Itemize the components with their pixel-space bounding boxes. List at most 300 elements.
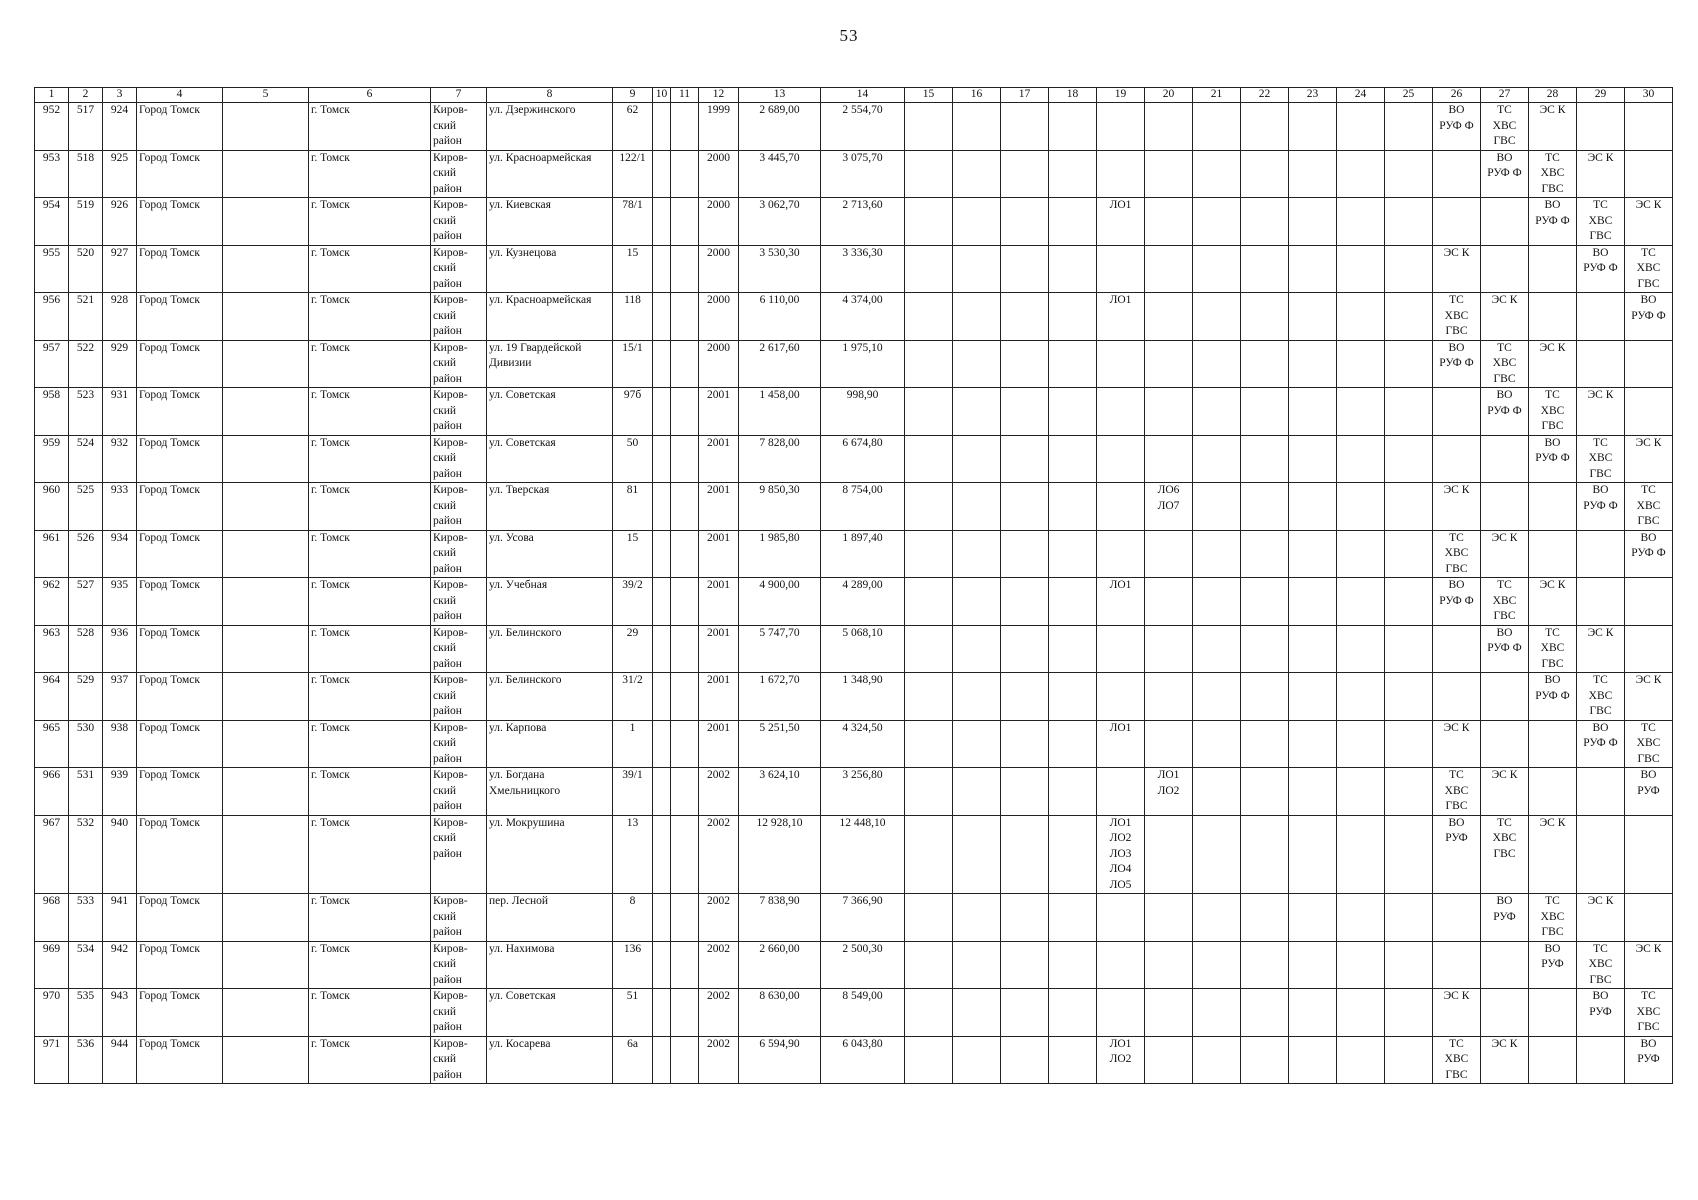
cell-col-17 — [1001, 989, 1049, 1037]
cell-col-28 — [1529, 673, 1577, 721]
cell-col-8 — [487, 815, 613, 894]
cell-col-11 — [671, 894, 699, 942]
cell-col-5 — [223, 941, 309, 989]
cell-col-18 — [1049, 103, 1097, 151]
cell-col-7 — [431, 293, 487, 341]
cell-col-25 — [1385, 530, 1433, 578]
cell-col-29 — [1577, 103, 1625, 151]
cell-col-6: г. Томск — [309, 673, 431, 721]
cell-col-15 — [905, 483, 953, 531]
cell-col-22 — [1241, 103, 1289, 151]
cell-col-23 — [1289, 483, 1337, 531]
cell-col-7 — [431, 815, 487, 894]
cell-line: ТС — [1641, 721, 1656, 734]
cell-col-29 — [1577, 530, 1625, 578]
cell-col-13: 2 617,60 — [739, 340, 821, 388]
cell-col-16 — [953, 198, 1001, 246]
cell-line: ГВС — [1493, 847, 1516, 860]
cell-col-13: 3 530,30 — [739, 245, 821, 293]
cell-col-1: 970 — [35, 989, 69, 1037]
cell-col-3: 942 — [103, 941, 137, 989]
cell-col-12: 2002 — [699, 768, 739, 816]
table-row — [35, 578, 1673, 626]
cell-col-1: 955 — [35, 245, 69, 293]
cell-col-20 — [1145, 483, 1193, 531]
cell-col-12: 2002 — [699, 1036, 739, 1084]
cell-col-7 — [431, 768, 487, 816]
cell-col-15 — [905, 768, 953, 816]
cell-col-6: г. Томск — [309, 293, 431, 341]
cell-col-27 — [1481, 625, 1529, 673]
cell-col-20 — [1145, 815, 1193, 894]
cell-col-26 — [1433, 989, 1481, 1037]
cell-col-14: 2 713,60 — [821, 198, 905, 246]
cell-col-12: 2001 — [699, 673, 739, 721]
column-header-9: 9 — [613, 88, 653, 103]
cell-col-24 — [1337, 198, 1385, 246]
cell-col-4: Город Томск — [137, 293, 223, 341]
cell-col-27 — [1481, 103, 1529, 151]
cell-col-7 — [431, 625, 487, 673]
cell-col-29 — [1577, 768, 1625, 816]
cell-col-20 — [1145, 1036, 1193, 1084]
cell-col-23 — [1289, 388, 1337, 436]
cell-col-3: 931 — [103, 388, 137, 436]
cell-col-18 — [1049, 198, 1097, 246]
table-row — [35, 435, 1673, 483]
table-row — [35, 1036, 1673, 1084]
cell-col-3: 943 — [103, 989, 137, 1037]
cell-col-18 — [1049, 388, 1097, 436]
cell-line: ул. Советская — [489, 436, 556, 449]
cell-line: ЭС К — [1635, 942, 1662, 955]
cell-col-18 — [1049, 340, 1097, 388]
cell-col-2: 536 — [69, 1036, 103, 1084]
cell-col-25 — [1385, 435, 1433, 483]
cell-col-29 — [1577, 815, 1625, 894]
column-header-18: 18 — [1049, 88, 1097, 103]
cell-line: ХВС — [1636, 499, 1661, 512]
cell-line: ТС — [1449, 294, 1464, 306]
cell-line: РУФ Ф — [1535, 452, 1570, 464]
column-header-29: 29 — [1577, 88, 1625, 103]
cell-col-25 — [1385, 1036, 1433, 1084]
cell-line: ХВС — [1636, 1005, 1661, 1018]
cell-col-25 — [1385, 941, 1433, 989]
cell-col-30 — [1625, 894, 1673, 942]
cell-line: ЛО5 — [1109, 878, 1132, 891]
cell-col-10 — [653, 198, 671, 246]
cell-line: Киров- — [433, 294, 468, 306]
cell-col-25 — [1385, 673, 1433, 721]
cell-line: ХВС — [1588, 214, 1613, 227]
cell-col-14: 5 068,10 — [821, 625, 905, 673]
cell-line: ГВС — [1541, 657, 1564, 670]
cell-line: район — [433, 847, 462, 860]
cell-col-23 — [1289, 894, 1337, 942]
cell-line: ХВС — [1636, 737, 1661, 749]
cell-line: РУФ Ф — [1439, 119, 1474, 132]
cell-col-26 — [1433, 198, 1481, 246]
cell-col-13: 2 689,00 — [739, 103, 821, 151]
cell-line: РУФ Ф — [1535, 689, 1570, 702]
column-header-25: 25 — [1385, 88, 1433, 103]
cell-col-9: 97б — [613, 388, 653, 436]
cell-col-9: 1 — [613, 720, 653, 768]
cell-line: Киров- — [433, 151, 468, 164]
cell-col-16 — [953, 530, 1001, 578]
cell-col-11 — [671, 293, 699, 341]
cell-col-24 — [1337, 815, 1385, 894]
cell-col-17 — [1001, 673, 1049, 721]
cell-col-29 — [1577, 941, 1625, 989]
cell-line: район — [433, 1068, 462, 1081]
cell-line: ский — [433, 214, 456, 227]
cell-col-15 — [905, 245, 953, 293]
cell-line: РУФ — [1637, 1053, 1660, 1065]
column-header-11: 11 — [671, 88, 699, 103]
cell-col-9: 51 — [613, 989, 653, 1037]
cell-line: ГВС — [1541, 926, 1564, 938]
cell-col-29 — [1577, 720, 1625, 768]
cell-col-14: 1 975,10 — [821, 340, 905, 388]
cell-col-8 — [487, 578, 613, 626]
cell-col-20 — [1145, 388, 1193, 436]
cell-col-30 — [1625, 989, 1673, 1037]
cell-col-6: г. Томск — [309, 894, 431, 942]
cell-line: ХВС — [1492, 594, 1517, 607]
cell-col-27 — [1481, 941, 1529, 989]
cell-line: ВО — [1544, 436, 1561, 449]
cell-col-7 — [431, 103, 487, 151]
cell-col-15 — [905, 720, 953, 768]
cell-line: ГВС — [1589, 705, 1612, 717]
cell-col-1: 967 — [35, 815, 69, 894]
cell-col-11 — [671, 103, 699, 151]
cell-line: ВО — [1496, 151, 1513, 164]
cell-col-8 — [487, 989, 613, 1037]
cell-col-12: 2001 — [699, 388, 739, 436]
cell-col-8 — [487, 625, 613, 673]
cell-line: ул. Белинского — [489, 674, 562, 686]
cell-col-16 — [953, 894, 1001, 942]
cell-col-29 — [1577, 483, 1625, 531]
cell-col-18 — [1049, 768, 1097, 816]
cell-col-1: 958 — [35, 388, 69, 436]
cell-line: ЛО1 — [1157, 769, 1180, 781]
cell-col-28 — [1529, 483, 1577, 531]
cell-col-28 — [1529, 103, 1577, 151]
cell-col-17 — [1001, 103, 1049, 151]
cell-col-29 — [1577, 293, 1625, 341]
cell-line: ЛО2 — [1109, 1053, 1132, 1065]
cell-line: ТС — [1545, 626, 1560, 639]
cell-col-13: 5 747,70 — [739, 625, 821, 673]
cell-col-15 — [905, 198, 953, 246]
cell-col-18 — [1049, 941, 1097, 989]
cell-line: пер. Лесной — [489, 895, 549, 907]
cell-col-30 — [1625, 340, 1673, 388]
cell-col-22 — [1241, 673, 1289, 721]
cell-col-9: 50 — [613, 435, 653, 483]
cell-col-27 — [1481, 673, 1529, 721]
cell-col-25 — [1385, 894, 1433, 942]
cell-line: ХВС — [1540, 404, 1565, 417]
cell-col-6: г. Томск — [309, 198, 431, 246]
cell-col-3: 928 — [103, 293, 137, 341]
table-row — [35, 768, 1673, 816]
cell-line: ЭС К — [1491, 531, 1518, 544]
cell-col-8 — [487, 435, 613, 483]
cell-line: ул. Тверская — [489, 484, 550, 496]
cell-col-14: 8 549,00 — [821, 989, 905, 1037]
cell-col-9: 39/1 — [613, 768, 653, 816]
cell-line: РУФ Ф — [1439, 594, 1474, 607]
cell-col-26 — [1433, 673, 1481, 721]
cell-col-2: 534 — [69, 941, 103, 989]
cell-col-3: 932 — [103, 435, 137, 483]
cell-col-27 — [1481, 340, 1529, 388]
cell-line: ТС — [1545, 389, 1560, 401]
cell-col-22 — [1241, 435, 1289, 483]
column-header-6: 6 — [309, 88, 431, 103]
cell-col-29 — [1577, 1036, 1625, 1084]
cell-col-2: 522 — [69, 340, 103, 388]
cell-line: ул. Косарева — [489, 1037, 551, 1050]
cell-col-24 — [1337, 103, 1385, 151]
cell-col-27 — [1481, 720, 1529, 768]
cell-col-4: Город Томск — [137, 388, 223, 436]
cell-col-1: 956 — [35, 293, 69, 341]
cell-line: ЛО2 — [1157, 784, 1180, 797]
cell-line: Киров- — [433, 199, 468, 211]
cell-col-23 — [1289, 673, 1337, 721]
cell-col-8 — [487, 941, 613, 989]
cell-col-1: 963 — [35, 625, 69, 673]
cell-col-25 — [1385, 150, 1433, 198]
cell-line: ул. Советская — [489, 990, 556, 1002]
cell-col-12: 2000 — [699, 293, 739, 341]
cell-col-30 — [1625, 198, 1673, 246]
cell-col-3: 939 — [103, 768, 137, 816]
cell-col-30 — [1625, 625, 1673, 673]
cell-col-9: 39/2 — [613, 578, 653, 626]
cell-line: ХВС — [1444, 547, 1469, 559]
cell-col-1: 964 — [35, 673, 69, 721]
cell-col-17 — [1001, 150, 1049, 198]
cell-col-10 — [653, 894, 671, 942]
cell-col-28 — [1529, 245, 1577, 293]
cell-col-15 — [905, 340, 953, 388]
cell-line: ТС — [1545, 895, 1560, 907]
cell-line: Киров- — [433, 674, 468, 686]
column-header-22: 22 — [1241, 88, 1289, 103]
cell-col-1: 962 — [35, 578, 69, 626]
cell-col-6: г. Томск — [309, 435, 431, 483]
cell-col-25 — [1385, 989, 1433, 1037]
cell-col-6: г. Томск — [309, 245, 431, 293]
cell-col-28 — [1529, 578, 1577, 626]
table-body — [35, 103, 1673, 1084]
column-header-7: 7 — [431, 88, 487, 103]
cell-col-12: 2001 — [699, 483, 739, 531]
cell-line: ЛО1 — [1109, 721, 1132, 734]
cell-col-20 — [1145, 530, 1193, 578]
cell-line: ГВС — [1493, 610, 1516, 622]
cell-col-24 — [1337, 293, 1385, 341]
cell-col-14: 1 897,40 — [821, 530, 905, 578]
cell-line: ул. Красноармейская — [489, 294, 592, 306]
cell-line: ЛО6 — [1157, 484, 1180, 496]
cell-col-20 — [1145, 894, 1193, 942]
cell-col-1: 960 — [35, 483, 69, 531]
cell-col-17 — [1001, 894, 1049, 942]
cell-col-21 — [1193, 293, 1241, 341]
cell-col-16 — [953, 435, 1001, 483]
cell-line: ул. Красноармейская — [489, 151, 592, 164]
cell-col-11 — [671, 245, 699, 293]
cell-line: ГВС — [1589, 230, 1612, 242]
cell-col-3: 934 — [103, 530, 137, 578]
cell-col-10 — [653, 673, 671, 721]
cell-col-13: 4 900,00 — [739, 578, 821, 626]
cell-line: РУФ — [1589, 1005, 1612, 1018]
cell-col-21 — [1193, 530, 1241, 578]
cell-line: РУФ Ф — [1583, 262, 1618, 274]
cell-line: район — [433, 182, 462, 195]
cell-line: ский — [433, 1053, 456, 1065]
cell-line: ЛО1 — [1109, 1037, 1132, 1050]
cell-col-21 — [1193, 625, 1241, 673]
cell-col-9: 62 — [613, 103, 653, 151]
cell-col-11 — [671, 435, 699, 483]
table-row — [35, 941, 1673, 989]
cell-line: Киров- — [433, 1037, 468, 1050]
cell-col-24 — [1337, 989, 1385, 1037]
cell-col-19 — [1097, 435, 1145, 483]
cell-col-9: 15 — [613, 245, 653, 293]
cell-line: ул. Карпова — [489, 721, 547, 734]
cell-col-7 — [431, 483, 487, 531]
cell-col-22 — [1241, 293, 1289, 341]
cell-col-21 — [1193, 483, 1241, 531]
cell-col-4: Город Томск — [137, 625, 223, 673]
cell-line: ГВС — [1541, 420, 1564, 432]
cell-col-29 — [1577, 625, 1625, 673]
cell-line: Киров- — [433, 531, 468, 544]
cell-line: ТС — [1497, 341, 1512, 354]
cell-col-24 — [1337, 150, 1385, 198]
cell-col-11 — [671, 388, 699, 436]
cell-col-16 — [953, 245, 1001, 293]
cell-line: ГВС — [1637, 277, 1660, 290]
cell-line: ЭС К — [1539, 104, 1566, 116]
cell-line: ЭС К — [1635, 674, 1662, 686]
cell-line: ЭС К — [1491, 1037, 1518, 1050]
cell-line: ГВС — [1445, 562, 1468, 575]
cell-col-15 — [905, 293, 953, 341]
cell-line: ТС — [1641, 990, 1656, 1002]
cell-col-8 — [487, 388, 613, 436]
cell-col-25 — [1385, 578, 1433, 626]
cell-col-14: 998,90 — [821, 388, 905, 436]
cell-col-27 — [1481, 989, 1529, 1037]
cell-line: ЛО1 — [1109, 816, 1132, 829]
cell-col-5 — [223, 388, 309, 436]
column-header-15: 15 — [905, 88, 953, 103]
cell-col-3: 941 — [103, 894, 137, 942]
table-row — [35, 720, 1673, 768]
cell-col-6: г. Томск — [309, 625, 431, 673]
cell-col-21 — [1193, 815, 1241, 894]
cell-col-7 — [431, 530, 487, 578]
cell-col-8 — [487, 293, 613, 341]
cell-col-15 — [905, 388, 953, 436]
cell-col-4: Город Томск — [137, 720, 223, 768]
cell-col-17 — [1001, 245, 1049, 293]
cell-line: ский — [433, 357, 456, 369]
cell-line: район — [433, 1021, 462, 1033]
cell-col-10 — [653, 815, 671, 894]
cell-col-7 — [431, 673, 487, 721]
cell-col-3: 940 — [103, 815, 137, 894]
cell-col-20 — [1145, 578, 1193, 626]
cell-col-18 — [1049, 245, 1097, 293]
cell-col-5 — [223, 150, 309, 198]
cell-col-14: 2 554,70 — [821, 103, 905, 151]
cell-col-4: Город Томск — [137, 340, 223, 388]
cell-col-3: 933 — [103, 483, 137, 531]
table-row — [35, 625, 1673, 673]
cell-col-21 — [1193, 768, 1241, 816]
cell-col-21 — [1193, 673, 1241, 721]
table-row — [35, 894, 1673, 942]
cell-col-26 — [1433, 815, 1481, 894]
cell-col-23 — [1289, 103, 1337, 151]
cell-col-6: г. Томск — [309, 483, 431, 531]
cell-line: ЭС К — [1443, 990, 1470, 1002]
column-header-13: 13 — [739, 88, 821, 103]
cell-line: ский — [433, 594, 456, 607]
cell-col-29 — [1577, 150, 1625, 198]
cell-col-18 — [1049, 293, 1097, 341]
cell-col-2: 523 — [69, 388, 103, 436]
cell-col-30 — [1625, 293, 1673, 341]
cell-col-10 — [653, 150, 671, 198]
cell-col-28 — [1529, 625, 1577, 673]
cell-line: район — [433, 230, 462, 242]
cell-col-30 — [1625, 150, 1673, 198]
cell-line: ский — [433, 499, 456, 512]
cell-line: Киров- — [433, 721, 468, 734]
cell-col-8 — [487, 768, 613, 816]
cell-col-28 — [1529, 1036, 1577, 1084]
cell-col-27 — [1481, 894, 1529, 942]
cell-col-4: Город Томск — [137, 245, 223, 293]
cell-col-20 — [1145, 245, 1193, 293]
cell-col-16 — [953, 483, 1001, 531]
cell-col-1: 961 — [35, 530, 69, 578]
cell-col-1: 965 — [35, 720, 69, 768]
cell-col-20 — [1145, 103, 1193, 151]
cell-line: район — [433, 973, 462, 986]
cell-line: ул. Усова — [489, 531, 534, 544]
cell-line: ХВС — [1540, 910, 1565, 923]
cell-col-19 — [1097, 815, 1145, 894]
cell-line: Киров- — [433, 389, 468, 401]
cell-col-30 — [1625, 388, 1673, 436]
cell-col-30 — [1625, 103, 1673, 151]
